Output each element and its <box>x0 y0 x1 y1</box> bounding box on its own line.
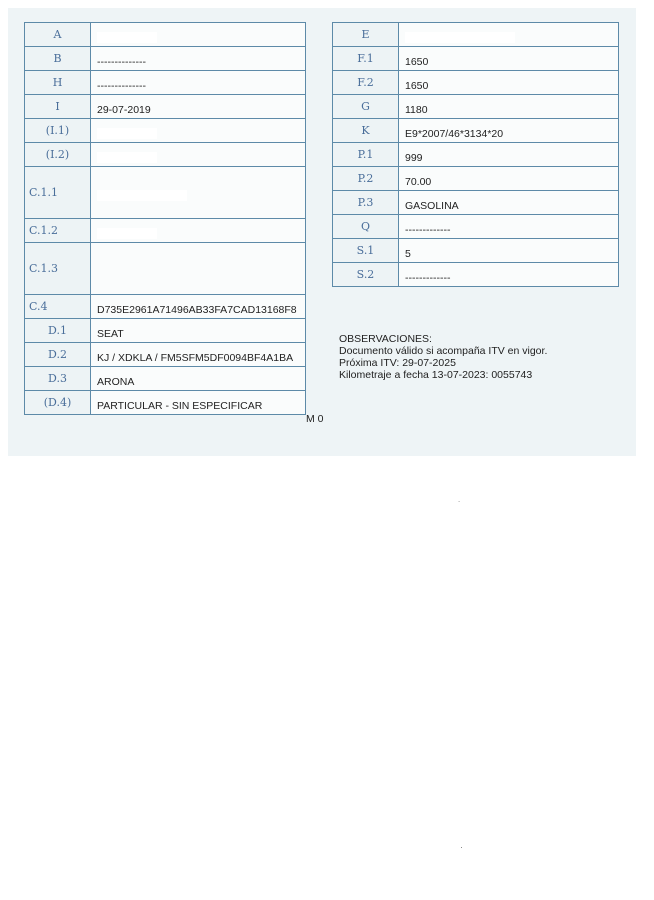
right-fields-table <box>332 22 619 287</box>
field-value <box>91 167 306 219</box>
field-value: 5 <box>399 239 619 263</box>
field-row <box>25 367 306 391</box>
field-row <box>25 295 306 319</box>
observaciones-heading: OBSERVACIONES: <box>339 333 432 345</box>
field-row <box>25 23 306 47</box>
field-row <box>25 95 306 119</box>
field-value <box>91 23 306 47</box>
field-code: D.3 <box>25 367 91 391</box>
field-code: D.1 <box>25 319 91 343</box>
field-value: 1180 <box>399 95 619 119</box>
field-value: 29-07-2019 <box>91 95 306 119</box>
field-value <box>91 243 306 295</box>
field-row <box>25 71 306 95</box>
field-code: B <box>25 47 91 71</box>
field-value: 1650 <box>399 47 619 71</box>
field-value: -------------- <box>91 71 306 95</box>
field-code: P.2 <box>333 167 399 191</box>
field-code: S.2 <box>333 263 399 287</box>
field-row <box>25 343 306 367</box>
observaciones-line: Próxima ITV: 29-07-2025 <box>339 357 456 369</box>
field-value: PARTICULAR - SIN ESPECIFICAR <box>91 391 306 415</box>
field-row <box>25 119 306 143</box>
redacted-value <box>97 152 157 163</box>
left-fields-table <box>24 22 306 415</box>
field-code: P.1 <box>333 143 399 167</box>
field-row <box>333 263 619 287</box>
field-row <box>25 167 306 219</box>
field-value: ------------- <box>399 215 619 239</box>
field-row <box>333 119 619 143</box>
field-row <box>25 319 306 343</box>
field-row <box>25 219 306 243</box>
field-code: (D.4) <box>25 391 91 415</box>
field-code: I <box>25 95 91 119</box>
field-code: E <box>333 23 399 47</box>
field-value: ARONA <box>91 367 306 391</box>
field-row <box>333 23 619 47</box>
field-row <box>333 95 619 119</box>
observaciones-line: Kilometraje a fecha 13-07-2023: 0055743 <box>339 369 533 381</box>
field-code: Q <box>333 215 399 239</box>
field-value: ------------- <box>399 263 619 287</box>
field-row <box>25 243 306 295</box>
field-value <box>91 219 306 243</box>
field-code: (I.1) <box>25 119 91 143</box>
field-row <box>333 47 619 71</box>
field-code: F.2 <box>333 71 399 95</box>
field-code: S.1 <box>333 239 399 263</box>
stamp-text: M 0 <box>306 413 324 425</box>
field-code: F.1 <box>333 47 399 71</box>
vehicle-registration-document <box>8 8 636 456</box>
field-value: 70.00 <box>399 167 619 191</box>
field-value <box>91 143 306 167</box>
field-row <box>333 143 619 167</box>
field-row <box>25 47 306 71</box>
redacted-value <box>97 32 157 43</box>
field-code: (I.2) <box>25 143 91 167</box>
observaciones-line: Documento válido si acompaña ITV en vigor. <box>339 345 548 357</box>
field-row <box>25 391 306 415</box>
field-row <box>333 239 619 263</box>
field-value: KJ / XDKLA / FM5SFM5DF0094BF4A1BA <box>91 343 306 367</box>
field-row <box>333 167 619 191</box>
scan-speck: ˙ <box>458 500 461 510</box>
redacted-value <box>97 128 157 139</box>
field-code: C.1.2 <box>25 219 91 243</box>
field-value: 1650 <box>399 71 619 95</box>
field-code: A <box>25 23 91 47</box>
field-code: C.1.3 <box>25 243 91 295</box>
field-row <box>333 215 619 239</box>
field-code: G <box>333 95 399 119</box>
scan-speck: · <box>460 842 463 852</box>
field-row <box>25 143 306 167</box>
field-value: GASOLINA <box>399 191 619 215</box>
observaciones-block <box>339 333 547 381</box>
field-value: -------------- <box>91 47 306 71</box>
field-code: C.4 <box>25 295 91 319</box>
field-value <box>399 23 619 47</box>
field-code: D.2 <box>25 343 91 367</box>
field-value: 999 <box>399 143 619 167</box>
field-value <box>91 119 306 143</box>
field-code: P.3 <box>333 191 399 215</box>
redacted-value <box>97 190 187 201</box>
redacted-value <box>405 32 515 43</box>
field-value: SEAT <box>91 319 306 343</box>
field-row <box>333 191 619 215</box>
field-row <box>333 71 619 95</box>
field-code: H <box>25 71 91 95</box>
field-value: D735E2961A71496AB33FA7CAD13168F8 <box>91 295 306 319</box>
redacted-value <box>97 228 157 239</box>
field-value: E9*2007/46*3134*20 <box>399 119 619 143</box>
field-code: K <box>333 119 399 143</box>
field-code: C.1.1 <box>25 167 91 219</box>
